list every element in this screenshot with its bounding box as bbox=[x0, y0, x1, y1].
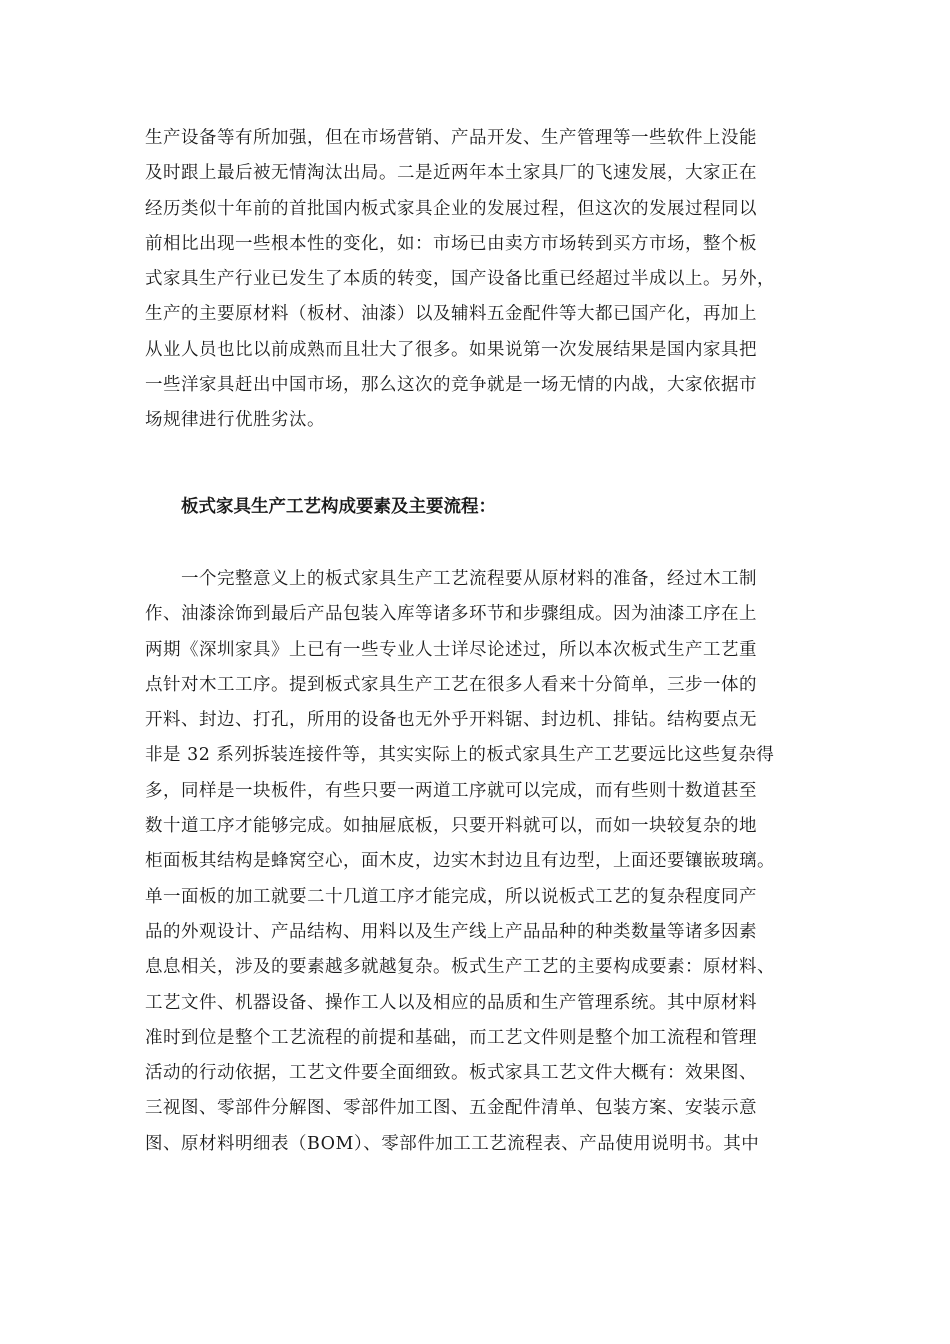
paragraph-line: 从业人员也比以前成熟而且壮大了很多。如果说第一次发展结果是国内家具把 bbox=[145, 339, 757, 360]
paragraph-line: 两期《深圳家具》上已有一些专业人士详尽论述过，所以本次板式生产工艺重 bbox=[145, 639, 757, 660]
paragraph-line: 作、油漆涂饰到最后产品包装入库等诸多环节和步骤组成。因为油漆工序在上 bbox=[145, 604, 757, 625]
paragraph-line: 活动的行动依据，工艺文件要全面细致。板式家具工艺文件大概有：效果图、 bbox=[145, 1063, 757, 1084]
paragraph-line: 场规律进行优胜劣汰。 bbox=[145, 410, 325, 431]
paragraph-line: 前相比出现一些根本性的变化，如：市场已由卖方市场转到买方市场，整个板 bbox=[145, 233, 757, 254]
paragraph-2 bbox=[145, 562, 805, 1162]
section-heading: 板式家具生产工艺构成要素及主要流程： bbox=[181, 497, 496, 517]
paragraph-line: 生产的主要原材料（板材、油漆）以及辅料五金配件等大都已国产化，再加上 bbox=[145, 304, 757, 325]
paragraph-line: 品的外观设计、产品结构、用料以及生产线上产品品种的种类数量等诸多因素 bbox=[145, 921, 757, 942]
paragraph-line: 非是 32 系列拆装连接件等，其实实际上的板式家具生产工艺要远比这些复杂得 bbox=[145, 745, 775, 766]
paragraph-line: 经历类似十年前的首批国内板式家具企业的发展过程，但这次的发展过程同以 bbox=[145, 198, 757, 219]
paragraph-line: 三视图、零部件分解图、零部件加工图、五金配件清单、包装方案、安装示意 bbox=[145, 1098, 757, 1119]
paragraph-line: 息息相关，涉及的要素越多就越复杂。板式生产工艺的主要构成要素：原材料、 bbox=[145, 957, 775, 978]
paragraph-line: 多，同样是一块板件，有些只要一两道工序就可以完成，而有些则十数道甚至 bbox=[145, 780, 757, 801]
paragraph-line: 图、原材料明细表（BOM）、零部件加工工艺流程表、产品使用说明书。其中 bbox=[145, 1133, 760, 1154]
paragraph-1 bbox=[145, 121, 805, 439]
paragraph-line: 式家具生产行业已发生了本质的转变，国产设备比重已经超过半成以上。另外， bbox=[145, 269, 775, 290]
paragraph-line: 及时跟上最后被无情淘汰出局。二是近两年本土家具厂的飞速发展，大家正在 bbox=[145, 163, 757, 184]
paragraph-line: 一个完整意义上的板式家具生产工艺流程要从原材料的准备，经过木工制 bbox=[181, 569, 757, 589]
paragraph-line: 生产设备等有所加强，但在市场营销、产品开发、生产管理等一些软件上没能 bbox=[145, 128, 757, 148]
paragraph-line: 开料、封边、打孔，所用的设备也无外乎开料锯、封边机、排钻。结构要点无 bbox=[145, 710, 757, 731]
paragraph-line: 单一面板的加工就要二十几道工序才能完成，所以说板式工艺的复杂程度同产 bbox=[145, 886, 757, 907]
paragraph-line: 一些洋家具赶出中国市场，那么这次的竞争就是一场无情的内战，大家依据市 bbox=[145, 375, 757, 396]
paragraph-line: 柜面板其结构是蜂窝空心，面木皮，边实木封边且有边型，上面还要镶嵌玻璃。 bbox=[145, 851, 775, 872]
paragraph-line: 准时到位是整个工艺流程的前提和基础，而工艺文件则是整个加工流程和管理 bbox=[145, 1027, 757, 1048]
paragraph-line: 工艺文件、机器设备、操作工人以及相应的品质和生产管理系统。其中原材料 bbox=[145, 992, 757, 1013]
paragraph-line: 点针对木工工序。提到板式家具生产工艺在很多人看来十分简单，三步一体的 bbox=[145, 674, 757, 695]
paragraph-line: 数十道工序才能够完成。如抽屉底板，只要开料就可以，而如一块较复杂的地 bbox=[145, 816, 757, 837]
